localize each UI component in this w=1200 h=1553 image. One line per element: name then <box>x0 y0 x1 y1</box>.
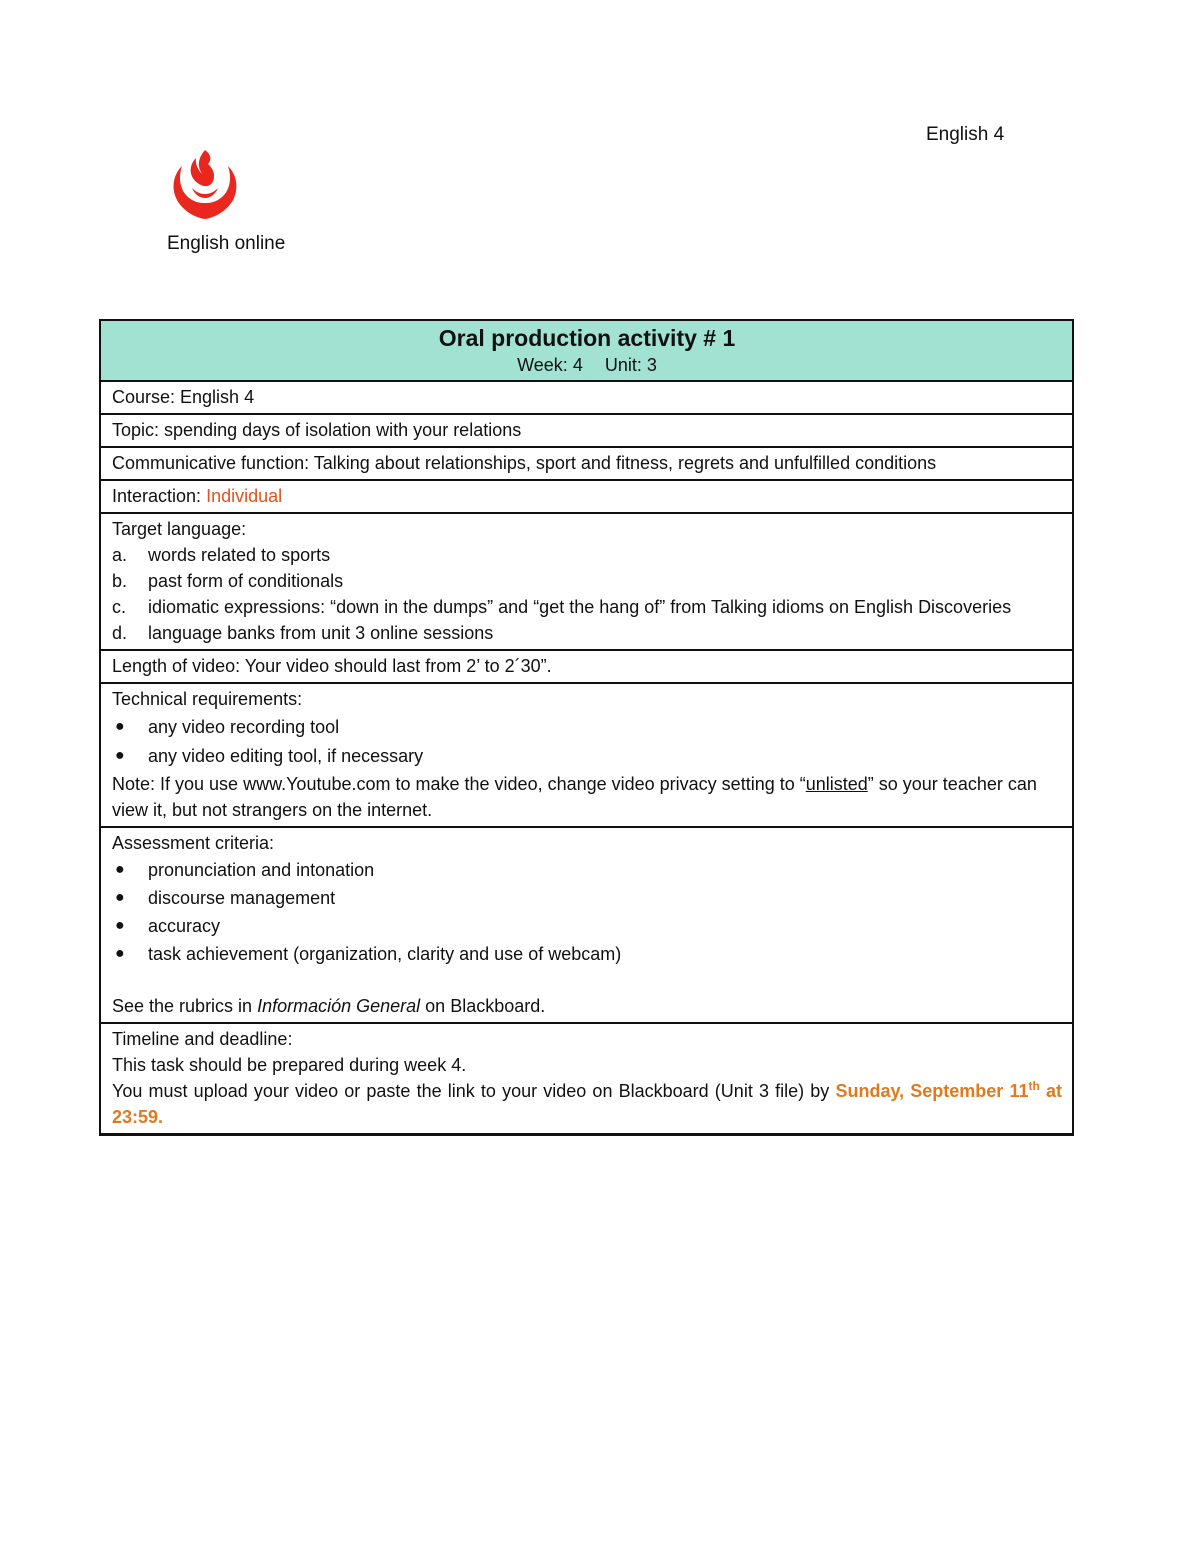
logo-caption: English online <box>167 233 286 254</box>
activity-title: Oral production activity # 1 <box>438 325 736 351</box>
bullet-icon: ● <box>115 861 125 878</box>
list-item-text: accuracy <box>148 916 221 936</box>
list-item <box>112 542 1062 568</box>
deadline-time: at 23:59. <box>112 1081 1062 1127</box>
list-item-text: any video editing tool, if necessary <box>148 746 424 766</box>
week-unit-line <box>112 353 1062 377</box>
list-item <box>112 743 1062 769</box>
technical-requirements-heading: Technical requirements: <box>112 689 303 709</box>
title-row <box>100 320 1073 381</box>
rubrics-line <box>112 993 1062 1019</box>
list-marker: a. <box>112 545 128 565</box>
deadline-suffix: th <box>1028 1079 1040 1093</box>
note-suffix: ” so your teacher can view it, but not strangers on the internet. <box>112 774 1037 820</box>
interaction-label: Interaction: <box>112 486 207 506</box>
title-cell <box>100 320 1073 381</box>
timeline-line2 <box>112 1078 1062 1130</box>
timeline-heading: Timeline and deadline: <box>112 1029 293 1049</box>
course-header-label: English 4 <box>926 124 1005 145</box>
bullet-icon: ● <box>115 747 125 764</box>
note-prefix: Note: If you use www.Youtube.com to make the video, change video privacy setting to “ <box>112 774 806 794</box>
list-item <box>112 885 1062 911</box>
university-flame-logo-icon <box>168 148 242 220</box>
unit-label: Unit: 3 <box>604 355 657 375</box>
bullet-icon: ● <box>115 889 125 906</box>
timeline-line2-prefix: You must upload your video or paste the link to your video on Blackboard (Unit 3 file) by <box>112 1081 836 1101</box>
rubrics-prefix: See the rubrics in <box>112 996 258 1016</box>
list-item-text: past form of conditionals <box>148 571 344 591</box>
target-language-section <box>100 513 1073 650</box>
list-item-text: words related to sports <box>148 545 331 565</box>
rubrics-suffix: on Blackboard. <box>420 996 546 1016</box>
communicative-function-row: Communicative function: Talking about relationships, sport and fitness, regrets and unfulfilled conditions <box>100 447 1073 480</box>
note-underlined: unlisted <box>805 774 868 794</box>
timeline-section <box>100 1023 1073 1135</box>
list-item <box>112 913 1062 939</box>
course-row: Course: English 4 <box>100 381 1073 414</box>
timeline-line1: This task should be prepared during week 4. <box>112 1055 467 1075</box>
list-item-text: discourse management <box>148 888 336 908</box>
list-marker: c. <box>112 597 127 617</box>
assessment-heading: Assessment criteria: <box>112 833 275 853</box>
list-item <box>112 568 1062 594</box>
rubrics-italic: Información General <box>257 996 421 1016</box>
list-item <box>112 620 1062 646</box>
target-language-heading: Target language: <box>112 519 247 539</box>
video-length-row: Length of video: Your video should last from 2’ to 2´30”. <box>100 650 1073 683</box>
bullet-icon: ● <box>115 945 125 962</box>
list-item <box>112 594 1062 620</box>
bullet-icon: ● <box>115 718 125 735</box>
deadline-date: Sunday, September 11 <box>835 1081 1029 1101</box>
list-item-text: pronunciation and intonation <box>148 860 375 880</box>
list-marker: d. <box>112 623 128 643</box>
week-label: Week: 4 <box>517 355 583 375</box>
activity-card <box>99 319 1074 1136</box>
list-item-text: language banks from unit 3 online sessions <box>148 623 494 643</box>
list-item-text: any video recording tool <box>148 717 340 737</box>
interaction-row <box>100 480 1073 513</box>
list-item-text: idiomatic expressions: “down in the dumps” and “get the hang of” from Talking idioms on English Discoveries <box>148 597 1012 617</box>
list-marker: b. <box>112 571 128 591</box>
bullet-icon: ● <box>115 917 125 934</box>
privacy-note <box>112 771 1062 823</box>
list-item <box>112 857 1062 883</box>
list-item <box>112 714 1062 740</box>
list-item <box>112 941 1062 967</box>
topic-row: Topic: spending days of isolation with your relations <box>100 414 1073 447</box>
technical-requirements-section <box>100 683 1073 827</box>
list-item-text: task achievement (organization, clarity and use of webcam) <box>148 944 622 964</box>
interaction-value: Individual <box>206 486 283 506</box>
assessment-criteria-section <box>100 827 1073 1023</box>
